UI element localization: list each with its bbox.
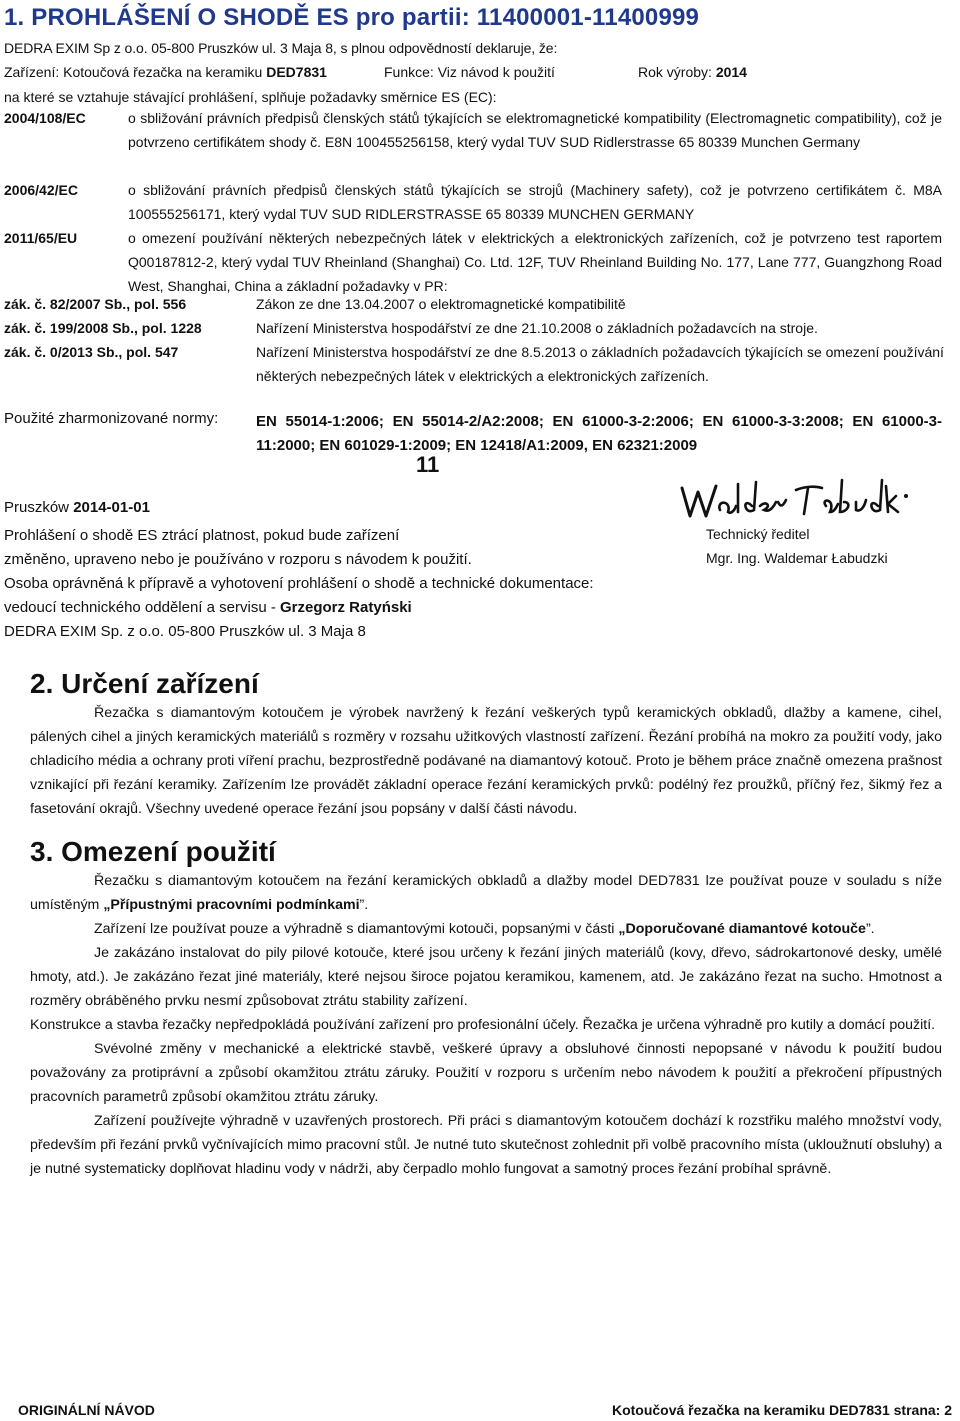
paragraph [30, 917, 942, 941]
norms-text: EN 55014-1:2006; EN 55014-2/A2:2008; EN 61000-3-2:2006; EN 61000-3-3:2008; EN 61000-3-11:2000; EN 601029-1:2009; EN 12418/A1:2009, EN 62321:2009 [256, 413, 942, 454]
paragraph-text: ”. [865, 921, 875, 937]
law-code: zák. č. 0/2013 Sb., pol. 547 [4, 344, 179, 360]
signer-role: Technický ředitel [706, 526, 810, 542]
declaration-date: 2014-01-01 [73, 499, 150, 516]
emphasis-text: „Doporučované diamantové kotouče [618, 921, 866, 937]
validity-line-1: Prohlášení o shodě ES ztrácí platnost, pokud bude zařízení [4, 527, 400, 544]
law-text: Nařízení Ministerstva hospodářství ze dne 8.5.2013 o základních požadavcích týkajících se omezení používání některých nebezpečných látek v elektrických a elektronických zařízeních. [256, 344, 944, 384]
directive-text: o omezení používání některých nebezpečných látek v elektrických a elektronických zařízeních, což je potvrzeno test raportem Q00187812-2, který vydal TUV Rheinland (Shanghai) Co. Ltd. 12F, TUV Rheinland Building No. 177, Lane 777, Guangzhong Road West, Shanghai, China a základní požadavky v PR: [128, 230, 942, 294]
declaration-intro: DEDRA EXIM Sp z o.o. 05-800 Pruszków ul. 3 Maja 8, s plnou odpovědností deklaruje, že: [4, 40, 558, 56]
paragraph: Je zakázáno instalovat do pily pilové kotouče, které jsou určeny k řezání jiných materiálů (kovy, dřevo, sádrokartonové desky, umělé hmoty, atd.). Je zakázáno řezat jiné materiály, které nejsou široce pojatou keramikou, kamenem, atd. Je zakázáno řezat na sucho. Hmotnost a rozměry obráběného prvku nesmí způsobovat ztrátu stability zařízení. [30, 945, 942, 1009]
paragraph-text: Řezačku s diamantovým kotoučem na řezání keramických obkladů a dlažby model DED7831 lze používat pouze v souladu s níže umístěným [30, 873, 942, 913]
directive-code: 2004/108/EC [4, 110, 86, 126]
section-2-heading: 2. Určení zařízení [30, 668, 259, 699]
directive-text: o sbližování právních předpisů členských států týkajících se elektromagnetické kompatibility (Electromagnetic compatibility), což je potvrzeno certifikátem shody č. E8N 100455256158, který vydal TUV SUD Ridlerstrasse 65 80339 Munchen Germany [128, 110, 942, 150]
paragraph: Zařízení používejte výhradně v uzavřených prostorech. Při práci s diamantovým kotoučem dochází k rozstřiku malého množství vody, především při řezání prvků vyčnívajících mimo pracovní stůl. Je nutné tuto skutečnost zohlednit při volbě pracovního místa (ukloužnutí obsluhy) a je nutné systematicky doplňovat hladinu vody v nádrži, aby čerpadlo mohlo fungovat a samotný proces řezání probíhal správně. [30, 1113, 942, 1177]
law-text: Zákon ze dne 13.04.2007 o elektromagnetické kompatibilitě [256, 296, 626, 312]
year-label: Rok výroby: [638, 64, 716, 80]
paragraph [30, 869, 942, 917]
law-code: zák. č. 82/2007 Sb., pol. 556 [4, 296, 187, 312]
directive-code: 2006/42/EC [4, 182, 78, 198]
paragraph: Svévolné změny v mechanické a elektrické stavbě, veškeré úpravy a obsluhové činnosti nepopsané v návodu k použití budou považovány za protiprávní a způsobí okamžitou ztrátu záruky. Použití v rozporu s určením nebo návodem k použití a překročení přípustných pracovních parametrů způsobí okamžitou ztrátu záruky. [30, 1041, 942, 1105]
authorized-name: Grzegorz Ratyński [280, 599, 412, 616]
paragraph: Konstrukce a stavba řezačky nepředpokládá používání zařízení pro profesionální účely. Řezačka je určena výhradně pro kutily a domácí použití. [30, 1017, 936, 1033]
footer-right: Kotoučová řezačka na keramiku DED7831 strana: 2 [611, 1402, 952, 1418]
footer-left: ORIGINÁLNÍ NÁVOD [18, 1402, 155, 1418]
authorized-line-1: Osoba oprávněná k přípravě a vyhotovení prohlášení o shodě a technické dokumentace: [4, 575, 594, 592]
law-text: Nařízení Ministerstva hospodářství ze dne 21.10.2008 o základních požadavcích na stroje. [256, 320, 818, 336]
validity-line-2: změněno, upraveno nebo je používáno v rozporu s návodem k použití. [4, 551, 472, 568]
device-prefix: Zařízení: Kotoučová řezačka na keramiku [4, 64, 267, 80]
year-value: 2014 [715, 64, 747, 80]
authorized-role: vedoucí technického oddělení a servisu - [4, 599, 280, 616]
signature-image [676, 476, 916, 530]
authorized-line-2 [4, 596, 412, 620]
directive-text: o sbližování právních předpisů členských států týkajících se strojů (Machinery safety), což je potvrzeno certifikátem č. M8A 100555256171, který vydal TUV SUD RIDLERSTRASSE 65 80339 MUNCHEN GERMANY [128, 182, 942, 222]
marking-number: 11 [416, 452, 440, 477]
section-3-heading: 3. Omezení použití [30, 836, 276, 867]
applies-line: na které se vztahuje stávající prohlášení, splňuje požadavky směrnice ES (EC): [4, 89, 497, 105]
declaration-title: 1. PROHLÁŠENÍ O SHODĚ ES pro partii: 11400001-11400999 [4, 4, 700, 31]
law-code: zák. č. 199/2008 Sb., pol. 1228 [4, 320, 202, 336]
paragraph-text: Zařízení lze používat pouze a výhradně s diamantovými kotouči, popsanými v části [94, 921, 619, 937]
device-line [4, 64, 327, 80]
year-line [638, 64, 747, 80]
norms-label: Použité zharmonizované normy: [4, 410, 219, 427]
emphasis-text: „Přípustnými pracovními podmínkami [103, 897, 360, 913]
authorized-line-3: DEDRA EXIM Sp. z o.o. 05-800 Pruszków ul. 3 Maja 8 [4, 623, 366, 640]
paragraph-text: ”. [359, 897, 369, 913]
function-text: Funkce: Viz návod k použití [384, 64, 555, 80]
paragraph: Řezačka s diamantovým kotoučem je výrobek navržený k řezání veškerých typů keramických obkladů, dlažby a kamene, cihel, pálených cihel a jiných keramických materiálů s rozměry v rozsahu užitkových vlastností zařízení. Řezání probíhá na mokro za použití vody, jako chladicího média a ochrany proti víření prachu, bezprostředně podávané na diamantový kotouč. Proto je během práce značně omezena prašnost vznikající při řezání keramiky. Zařízením lze provádět základní operace řezání keramických prvků: podélný řez proužků, příčný řez, šikmý řez a fasetování okrajů. Všechny uvedené operace řezání jsou popsány v další části návodu. [30, 705, 942, 817]
signer-name: Mgr. Ing. Waldemar Łabudzki [706, 550, 888, 566]
section-3-body [30, 869, 942, 1181]
date-line [4, 496, 150, 520]
section-2-body [30, 701, 942, 821]
device-model: DED7831 [266, 64, 327, 80]
directive-code: 2011/65/EU [4, 230, 78, 246]
place-label: Pruszków [4, 499, 74, 516]
